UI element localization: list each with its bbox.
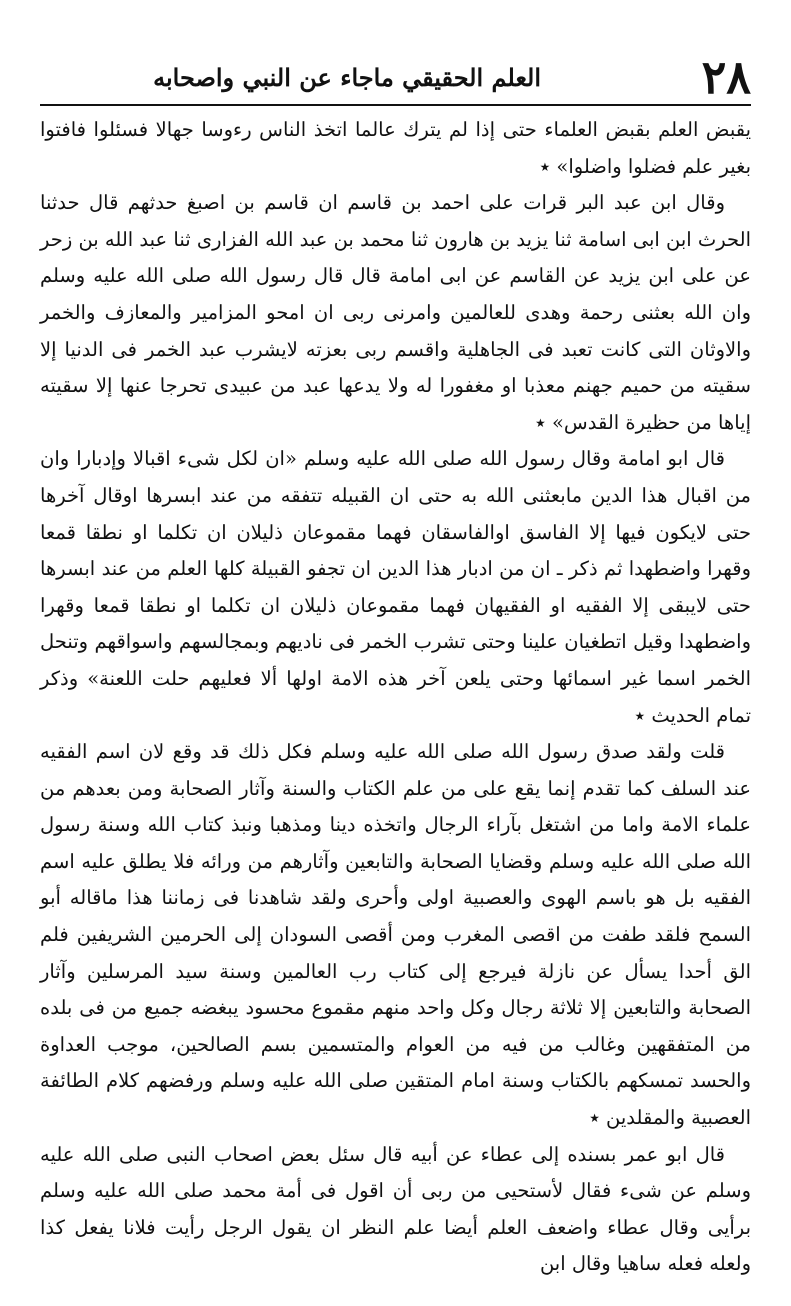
body-text [40,112,751,1283]
paragraph-4: قلت ولقد صدق رسول الله صلى الله عليه وسلم فكل ذلك قد وقع لان اسم الفقيه عند السلف كما تقدم إنما يقع على من علم الكتاب والسنة وآثار الصحابة ومن بعدهم من علماء الامة واما من اشتغل بآراء الرجال واتخذه دينا ومذهبا ونبذ كتاب الله وسنة رسول الله صلى الله عليه وسلم وقضايا الصحابة والتابعين وآثارهم من ورائه فلا يطلق عليه اسم الفقيه بل هو باسم الهوى والعصبية اولى وأحرى ولقد شاهدنا فى زماننا هذا ماقاله أبو السمح فلقد طفت من اقصى المغرب ومن أقصى السودان إلى الحرمين الشريفين فلم الق أحدا يسأل عن نازلة فيرجع إلى كتاب رب العالمين وسنة سيد المرسلين وآثار الصحابة والتابعين إلا ثلاثة رجال وكل واحد منهم مقموع محسود يبغضه جميع من فى بلده من المتفقهين وغالب من فيه من العوام والمتسمين بسم الصالحين، موجب العداوة والحسد تمسكهم بالكتاب وسنة امام المتقين صلى الله عليه وسلم ورفضهم كلام الطائفة العصبية والمقلدين ٭ [40,740,751,1130]
paragraph-1: يقبض العلم بقبض العلماء حتى إذا لم يترك عالما اتخذ الناس رءوسا جهالا فسئلوا فافتوا بغير علم فضلوا واضلوا» ٭ [40,118,751,178]
paragraph-5: قال ابو عمر بسنده إلى عطاء عن أبيه قال سئل بعض اصحاب النبى صلى الله عليه وسلم عن شىء فقال لأستحيى من ربى أن اقول فى أمة محمد صلى الله عليه وسلم برأيى وقال عطاء واضعف العلم أيضا علم النظر ان يقول الرجل رأيت فلانا يفعل كذا ولعله فعله ساهيا وقال ابن [40,1142,751,1276]
page-number: ٢٨ [701,50,751,104]
header-rule [40,104,751,106]
paragraph-3: قال ابو امامة وقال رسول الله صلى الله عليه وسلم «ان لكل شىء اقبالا وإدبارا وان من اقبال هذا الدين مابعثنى الله به حتى ان القبيله تتفقه من عند ابسرها اوقال آخرها حتى لايكون فيها إلا الفاسق اوالفاسقان فهما مقموعان ذليلان ان تكلما او نطقا قمعا وقهرا واضطهدا ثم ذكر ـ ان من ادبار هذا الدين ان تجفو القبيلة كلها العلم من عند ابسرها حتى لايبقى إلا الفقيه او الفقيهان فهما مقموعان ذليلان ان تكلما او نطقا قمعا وقهرا واضطهدا وقيل اتطغيان علينا وحتى تشرب الخمر فى ناديهم وبمجالسهم واسواقهم وتنحل الخمر اسما غير اسمائها وحتى يلعن آخر هذه الامة اولها ألا فعليهم حلت اللعنة» وذكر تمام الحديث ٭ [40,447,751,727]
paragraph-2: وقال ابن عبد البر قرات على احمد بن قاسم ان قاسم بن اصبغ حدثهم قال حدثنا الحرث ابن ابى اسامة ثنا يزيد بن هارون ثنا محمد بن عبد الله الفزارى ثنا عبد الله بن زحر عن على ابن يزيد عن القاسم عن ابى امامة قال قال رسول الله صلى الله عليه وسلم وان الله بعثنى رحمة وهدى للعالمين وامرنى ربى ان امحو المزامير والمعازف والخمر والاوثان التى كانت تعبد فى الجاهلية واقسم ربى بعزته لايشرب عبد الخمر فى الدنيا إلا سقيته من حميم جهنم معذبا او مغفورا له ولا يدعها عبد من عبيدى تحرجا عنها إلا سقيته إياها من حظيرة القدس» ٭ [40,191,751,434]
page-header [40,52,751,102]
running-head: العلم الحقيقي ماجاء عن النبي واصحابه [153,63,541,92]
